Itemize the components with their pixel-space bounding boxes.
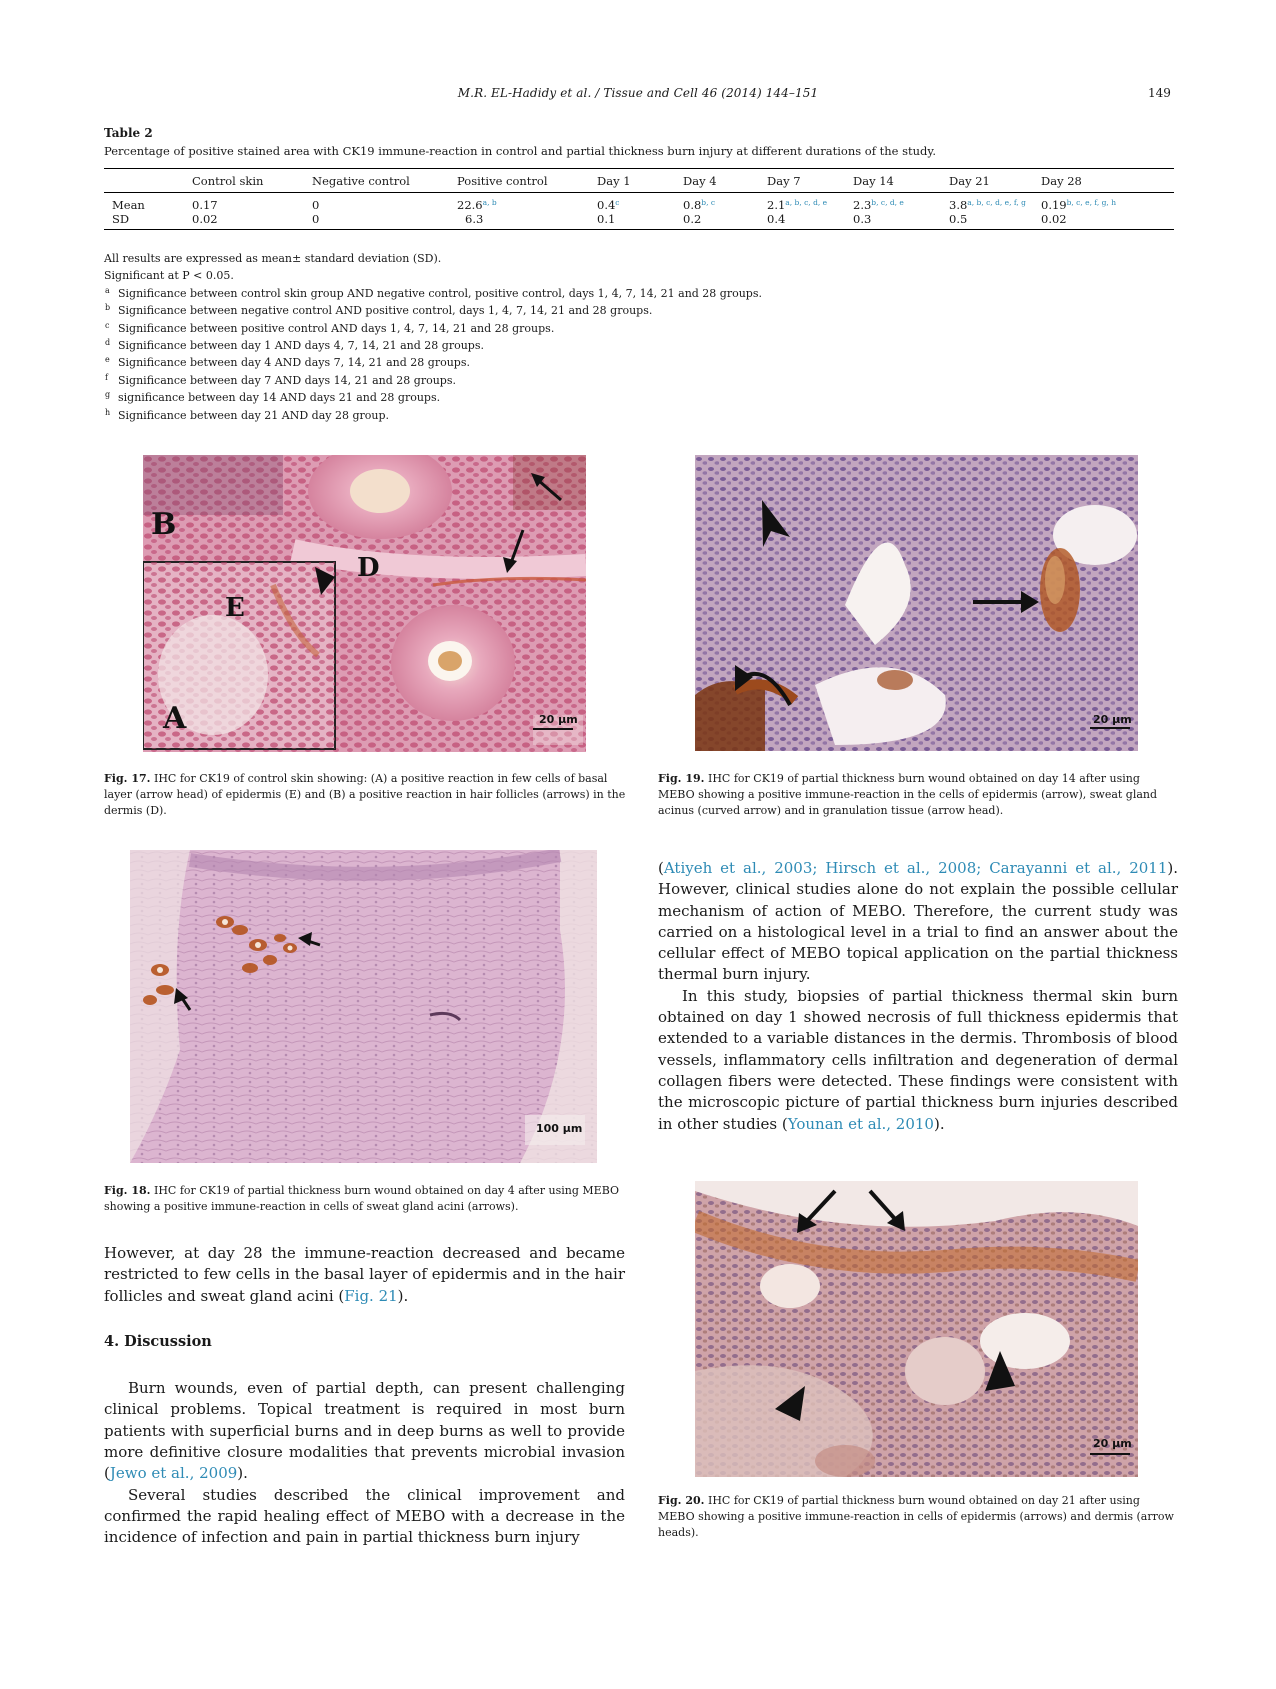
- header-cell: [104, 169, 192, 193]
- table-cell: 0: [312, 198, 320, 212]
- table-cell: 0.4$^c$: [597, 198, 620, 212]
- panel-letter-d: D: [357, 553, 380, 583]
- header-cell: Day 14: [853, 169, 949, 193]
- header-cell: Day 4: [683, 169, 767, 193]
- footnote: h Significance between day 21 AND day 28 group.: [105, 407, 390, 422]
- scale-bar-label: 20 μm: [1093, 713, 1132, 726]
- header-cell: Day 28: [1041, 169, 1174, 193]
- citation-link[interactable]: Younan et al., 2010: [787, 1114, 934, 1133]
- row-label: Mean: [112, 198, 145, 212]
- citation-link[interactable]: Fig. 21: [344, 1286, 398, 1305]
- panel-letter-b: B: [151, 507, 177, 542]
- header-cell: Day 1: [597, 169, 683, 193]
- citation-link[interactable]: Atiyeh et al., 2003; Hirsch et al., 2008; Carayanni et al., 2011: [663, 859, 1168, 877]
- table-cell: 3.8$^{a, b, c, d, e, f, g}$: [949, 198, 1026, 212]
- header-cell: Control skin: [192, 169, 312, 193]
- scale-bar-label: 100 μm: [536, 1122, 583, 1135]
- scale-bar-label: 20 μm: [539, 713, 578, 726]
- footnote: f Significance between day 7 AND days 14, 21 and 28 groups.: [105, 372, 456, 387]
- fig17-micrograph: [143, 455, 586, 752]
- fig20-caption: Fig. 20. IHC for CK19 of partial thickness burn wound obtained on day 21 after using MEBO showing a positive immune-reaction in cells of epidermis (arrows) and dermis (arrow heads).: [658, 1494, 1174, 1539]
- table-cell: 0.1: [597, 212, 683, 230]
- table-cell: 0.5: [949, 212, 1041, 230]
- table-cell: 0.4: [767, 212, 853, 230]
- footnote: d Significance between day 1 AND days 4, 7, 14, 21 and 28 groups.: [105, 338, 484, 353]
- table-title: Table 2: [104, 126, 153, 140]
- table-header-row: [104, 169, 1174, 193]
- page-number: 149: [1148, 86, 1171, 100]
- footnote: g significance between day 14 AND days 21 and 28 groups.: [105, 390, 441, 405]
- fig18-caption: Fig. 18. IHC for CK19 of partial thickness burn wound obtained on day 4 after using MEBO showing a positive immune-reaction in cells of sweat gland acini (arrows).: [104, 1184, 619, 1213]
- table-cell: 0.8$^{b, c}$: [683, 198, 716, 212]
- header-cell: Positive control: [457, 169, 597, 193]
- left-column-text: [104, 1243, 625, 1549]
- table-note: All results are expressed as mean± standard deviation (SD).: [104, 252, 442, 265]
- footnote: c Significance between positive control AND days 1, 4, 7, 14, 21 and 28 groups.: [105, 320, 555, 335]
- header-cell: Negative control: [312, 169, 457, 193]
- fig17-caption: Fig. 17. IHC for CK19 of control skin showing: (A) a positive reaction in few cells of basal layer (arrow head) of epidermis (E) and (B) a positive reaction in hair follicles (arrows) in the dermis (D).: [104, 772, 626, 817]
- paragraph: Several studies described the clinical improvement and confirmed the rapid healing effect of MEBO with a decrease in the incidence of infection and pain in partial thickness burn injury: [104, 1485, 625, 1547]
- table-cell: 0.02: [192, 212, 312, 230]
- footnote: b Significance between negative control AND positive control, days 1, 4, 7, 14, 21 and 28 groups.: [105, 303, 653, 318]
- scale-bar-label: 20 μm: [1093, 1437, 1132, 1450]
- table-notes: [104, 250, 762, 424]
- table-cell: 0: [312, 212, 457, 230]
- right-column-text: [658, 858, 1178, 1135]
- table-cell: 0.17: [192, 198, 218, 212]
- paragraph: Burn wounds, even of partial depth, can present challenging clinical problems. Topical treatment is required in most burn patients with superficial burns and in deep burns as well to provide more definitive closure modalities that prevents microbial invasion (Jewo et al., 2009).: [104, 1379, 625, 1483]
- table-caption: Percentage of positive stained area with CK19 immune-reaction in control and partial thickness burn injury at different durations of the study.: [104, 144, 937, 158]
- table-note: Significant at P < 0.05.: [104, 269, 234, 283]
- table-cell: 0.2: [683, 212, 767, 230]
- table-cell: 0.02: [1041, 212, 1174, 230]
- citation-link[interactable]: Jewo et al., 2009: [109, 1464, 238, 1483]
- fig18-micrograph: [130, 850, 597, 1163]
- section-heading: 4. Discussion: [104, 1332, 212, 1350]
- table-cell: 22.6$^{a, b}$: [457, 198, 497, 212]
- table-cell: 6.3: [457, 212, 597, 230]
- table-cell: 0.3: [853, 212, 949, 230]
- fig19-micrograph: [695, 455, 1138, 751]
- table-cell: 0.19$^{b, c, e, f, g, h}$: [1041, 198, 1117, 212]
- table-row-sd: [104, 212, 1174, 230]
- running-head: M.R. EL-Hadidy et al. / Tissue and Cell 46 (2014) 144–151: [457, 86, 819, 100]
- fig20-micrograph: [695, 1181, 1138, 1477]
- row-label: SD: [104, 212, 192, 230]
- table-cell: 2.3$^{b, c, d, e}$: [853, 198, 904, 212]
- paragraph: In this study, biopsies of partial thickness thermal skin burn obtained on day 1 showed necrosis of full thickness epidermis that extended to a variable distances in the dermis. Thrombosis of blood vessels, inflammatory cells infiltration and degeneration of dermal collagen fibers were detected. These findings were consistent with the microscopic picture of partial thickness burn injuries described in other studies (Younan et al., 2010).: [658, 986, 1178, 1133]
- table-row-mean: [104, 193, 1174, 213]
- panel-letter-a: A: [163, 701, 187, 736]
- paragraph: (Atiyeh et al., 2003; Hirsch et al., 2008; Carayanni et al., 2011). However, clinical studies alone do not explain the possible cellular mechanism of action of MEBO. Therefore, the current study was carried on a histological level in a trial to find an answer about the cellular effect of MEBO topical application on the partial thickness thermal burn injury.: [658, 859, 1178, 984]
- header-cell: Day 21: [949, 169, 1041, 193]
- footnote: e Significance between day 4 AND days 7, 14, 21 and 28 groups.: [105, 355, 470, 370]
- footnote: a Significance between control skin group AND negative control, positive control, days 1, 4, 7, 14, 21 and 28 groups.: [105, 285, 762, 300]
- panel-letter-e: E: [225, 593, 245, 623]
- header-cell: Day 7: [767, 169, 853, 193]
- table-cell: 2.1$^{a, b, c, d, e}$: [767, 198, 828, 212]
- fig19-caption: Fig. 19. IHC for CK19 of partial thickness burn wound obtained on day 14 after using MEBO showing a positive immune-reaction in the cells of epidermis (arrow), sweat gland acinus (curved arrow) and in granulation tissue (arrow head).: [658, 772, 1158, 817]
- results-table: [104, 168, 1174, 230]
- paragraph: However, at day 28 the immune-reaction decreased and became restricted to few cells in the basal layer of epidermis and in the hair follicles and sweat gland acini (Fig. 21).: [104, 1244, 625, 1305]
